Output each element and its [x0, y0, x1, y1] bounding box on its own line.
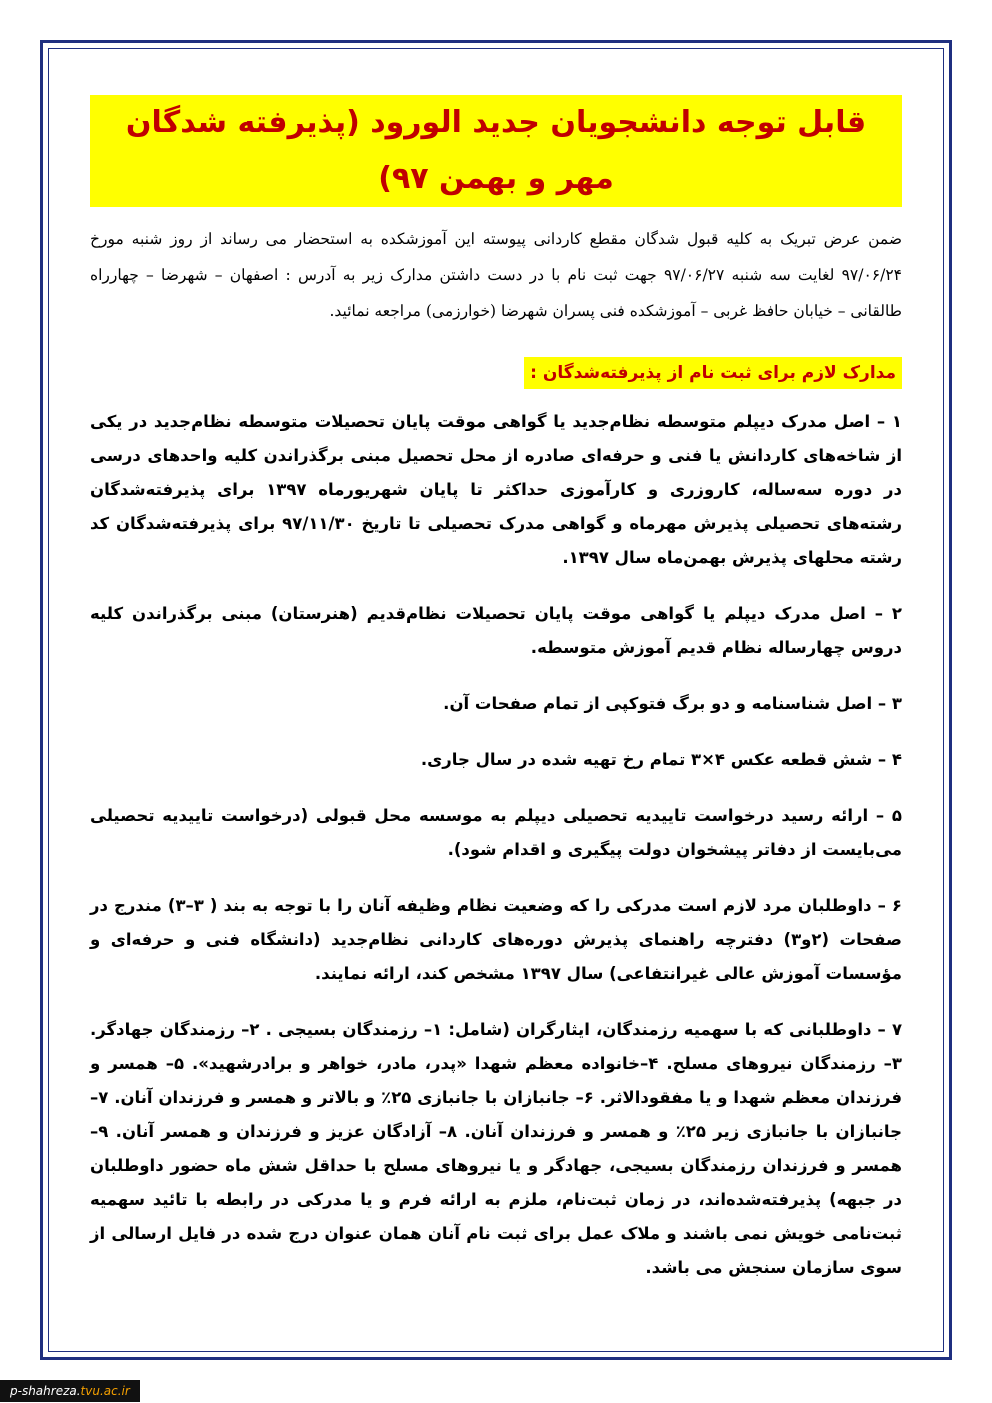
title-wrap [90, 95, 902, 207]
website-domain: tvu.ac.ir [80, 1384, 130, 1398]
intro-paragraph: ضمن عرض تبریک به کلیه قبول شدگان مقطع کاردانی پیوسته این آموزشکده به استحضار می رساند از روز شنبه مورخ ۹۷/۰۶/۲۴ لغایت سه شنبه ۹۷/۰۶/۲۷ جهت ثبت نام با در دست داشتن مدارک زیر به آدرس : اصفهان – شهرضا – چهارراه طالقانی – خیابان حافظ غربی – آموزشکده فنی پسران شهرضا (خوارزمی) مراجعه نمائید. [90, 230, 902, 320]
requirement-item: ۷ – داوطلبانی که با سهمیه رزمندگان، ایثارگران (شامل: ۱– رزمندگان بسیجی . ۲– رزمندگان جهادگر. ۳– رزمندگان نیروهای مسلح. ۴–خانواده معظم شهدا «پدر، مادر، خواهر و برادرشهید». ۵– همسر و فرزندان معظم شهدا و یا مفقودالاثر. ۶– جانبازان با جانبازی ۲۵٪ و بالاتر و همسر و فرزندان آنان. ۷– جانبازان با جانبازی زیر ۲۵٪ و همسر و فرزندان آنان. ۸– آزادگان عزیز و فرزندان و همسر آنان. ۹– همسر و فرزندان رزمندگان بسیجی، جهادگر و یا نیروهای مسلح با حداقل شش ماه حضور داوطلبان در جبهه) پذیرفته‌شده‌اند، در زمان ثبت‌نام، ملزم به ارائه فرم و یا مدرکی در رابطه با تائید سهمیه ثبت‌نامی خویش نمی باشند و ملاک عمل برای ثبت نام آنان همان عنوان درج شده در فایل ارسالی از سوی سازمان سنجش می باشد. [90, 1020, 903, 1277]
requirements-list [90, 405, 902, 1285]
requirements-heading: مدارک لازم برای ثبت نام از پذیرفته‌شدگان : [524, 357, 902, 389]
requirement-item: ۱ – اصل مدرک دیپلم متوسطه نظام‌جدید یا گواهی موقت پایان تحصیلات متوسطه نظام‌جدید در یکی از شاخه‌های کاردانش یا فنی و حرفه‌ای صادره از محل تحصیل مبنی برگذراندن کلیه واحدهای درسی در دوره سه‌ساله، کاروزری و کارآموزی حداکثر تا پایان شهریورماه ۱۳۹۷ برای پذیرفته‌شدگان رشته‌های تحصیلی پذیرش مهرماه و گواهی مدرک تحصیلی تا تاریخ ۹۷/۱۱/۳۰ برای پذیرفته‌شدگان کد رشته محلهای پذیرش بهمن‌ماه سال ۱۳۹۷. [90, 412, 902, 567]
website-prefix: p-shahreza. [10, 1384, 81, 1398]
requirement-item: ۴ – شش قطعه عکس ۴×۳ تمام رخ تهیه شده در سال جاری. [420, 750, 902, 769]
requirement-item: ۵ – ارائه رسید درخواست تاییدیه تحصیلی دیپلم به موسسه محل قبولی (درخواست تاییدیه تحصیلی می‌بایست از دفاتر پیشخوان دولت پیگیری و اقدام شود). [90, 806, 902, 859]
website-link[interactable] [0, 1380, 140, 1402]
requirement-item: ۳ – اصل شناسنامه و دو برگ فتوکپی از تمام صفحات آن. [443, 694, 902, 713]
document-content [90, 95, 902, 1307]
requirement-item: ۶ – داوطلبان مرد لازم است مدرکی را که وضعیت نظام وظیفه آنان را با توجه به بند ( ۳–۳) مندرج در صفحات (۲و۳) دفترچه راهنمای پذیرش دوره‌های کاردانی نظام‌جدید (دانشگاه فنی و حرفه‌ای و مؤسسات آموزش عالی غیرانتفاعی) سال ۱۳۹۷ مشخص کند، ارائه نمایند. [90, 896, 902, 983]
page-title: قابل توجه دانشجویان جدید الورود (پذیرفته شدگان مهر و بهمن ۹۷) [90, 95, 902, 207]
requirement-item: ۲ – اصل مدرک دیپلم یا گواهی موقت پایان تحصیلات نظام‌قدیم (هنرستان) مبنی برگذراندن کلیه دروس چهارساله نظام قدیم آموزش متوسطه. [90, 604, 902, 657]
